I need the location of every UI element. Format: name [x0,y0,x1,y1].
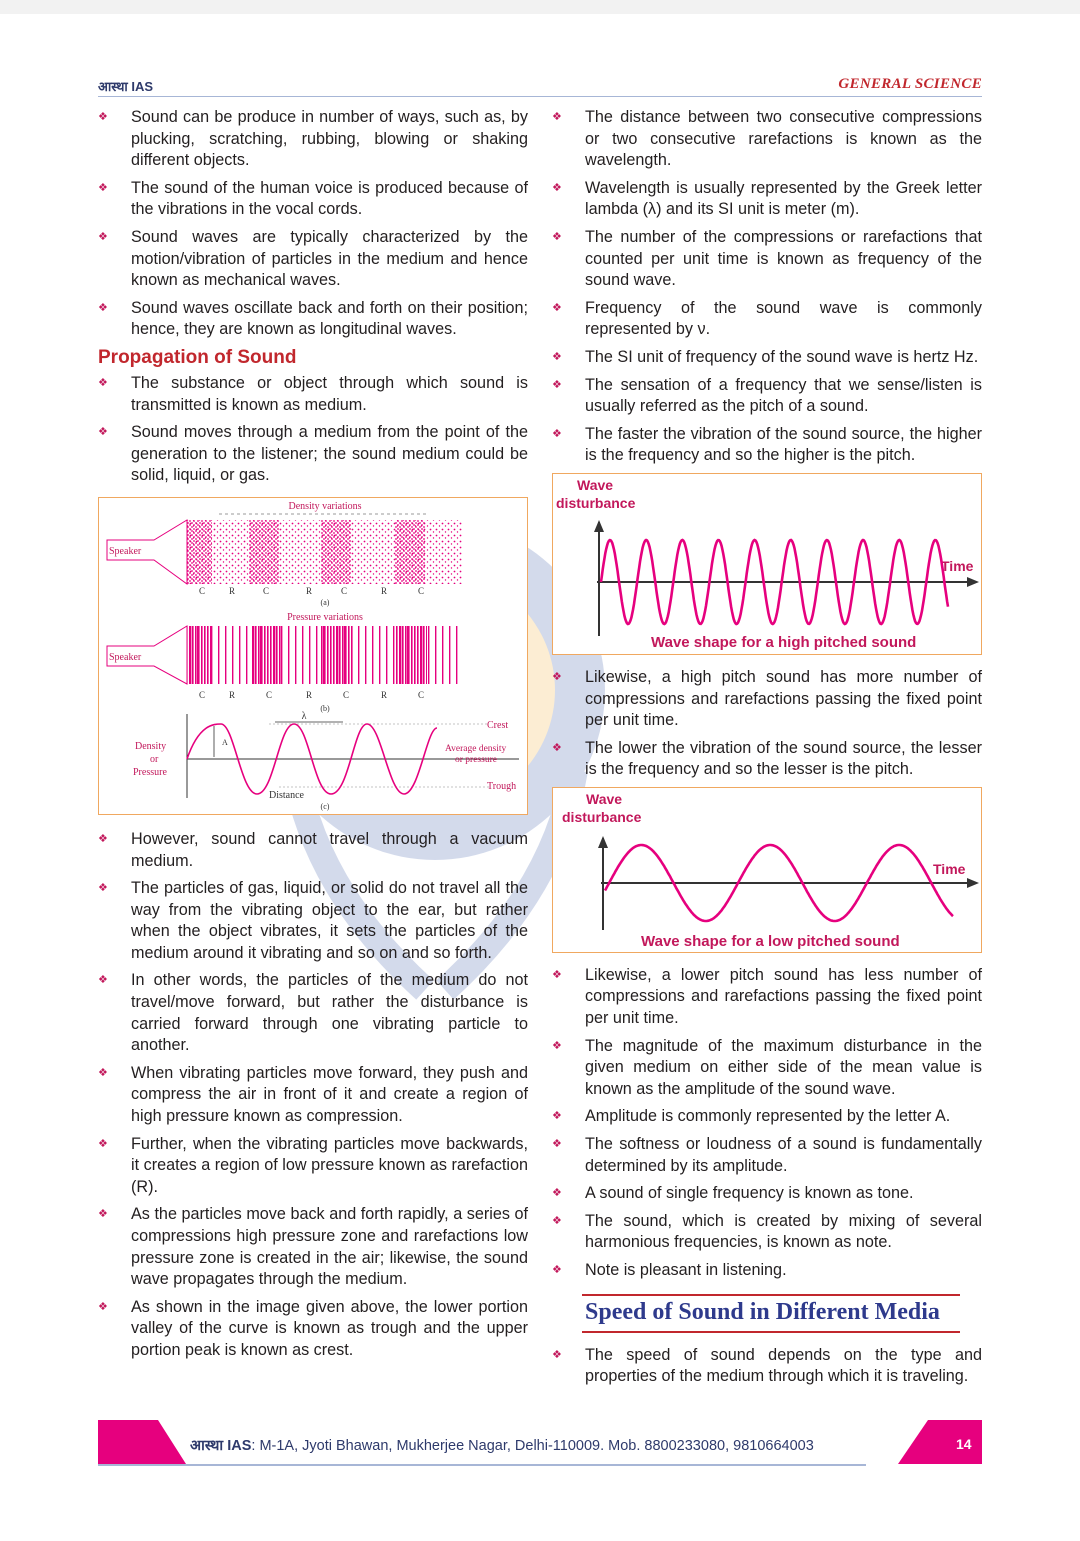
cr-label: C [342,689,350,700]
cr-label: R [228,585,236,596]
low-pitch-figure [552,787,982,953]
footer-address: : M-1A, Jyoti Bhawan, Mukherjee Nagar, Delhi-110009. Mob. 8800233080, 9810664003 [251,1438,814,1454]
list-item: ❖ The number of the compressions or rarefactions that counted per unit time is known as frequency of the sound wave. [552,227,982,292]
list-item: ❖ As the particles move back and forth rapidly, a series of compressions high pressure zone and rarefactions low pressure zone is created in the air; likewise, the sound wave propagates through the medium. [98,1204,528,1290]
density-axis-label-1: Density [135,740,167,752]
high-pitch-caption: Wave shape for a high pitched sound [651,633,917,651]
pressure-variations-label: Pressure variations [287,611,363,623]
right-column [552,107,982,1394]
cr-label: R [228,689,236,700]
page-number: 14 [956,1436,972,1452]
list-item: ❖ Frequency of the sound wave is commonly represented by ν. [552,298,982,341]
list-item: ❖ Note is pleasant in listening. [552,1260,982,1282]
propagation-list [98,373,528,487]
label-b: (b) [320,703,330,713]
list-item: ❖ The speed of sound depends on the type and properties of the medium through which it is traveling. [552,1345,982,1388]
lambda-label: λ [301,710,307,722]
list-item: ❖ As shown in the image given above, the lower portion valley of the curve is known as trough and the upper portion peak is known as crest. [98,1297,528,1362]
list-item: ❖ However, sound cannot travel through a vacuum medium. [98,829,528,872]
list-item: ❖ The sound of the human voice is produced because of the vibrations in the vocal cords. [98,178,528,221]
amplitude-list [552,965,982,1282]
header-brand: आस्था IAS [98,79,154,94]
density-axis-label-2: or [150,753,159,765]
cr-label: C [262,585,270,596]
list-item: ❖ Sound moves through a medium from the point of the generation to the listener; the sound medium could be solid, liquid, or gas. [98,422,528,487]
list-item: ❖ A sound of single frequency is known as tone. [552,1183,982,1205]
header-section: GENERAL SCIENCE [838,76,982,92]
left-column [98,107,528,1368]
list-item: ❖ The substance or object through which sound is transmitted is known as medium. [98,373,528,416]
average-label-2: or pressure [455,754,497,765]
cr-label: C [340,585,348,596]
cr-label: R [380,585,388,596]
distance-label: Distance [269,789,304,801]
propagation-heading: Propagation of Sound [98,346,297,368]
list-item: ❖ The softness or loudness of a sound is fundamentally determined by its amplitude. [552,1134,982,1177]
cr-label: R [305,585,313,596]
list-item: ❖ The faster the vibration of the sound source, the higher is the frequency and so the higher is the pitch. [552,424,982,467]
cr-label: C [417,585,425,596]
y-axis-label-2: disturbance [556,494,636,511]
sound-wave-diagram [99,498,529,814]
cr-label: R [305,689,313,700]
footer-address-line [190,1435,814,1455]
high-pitch-diagram [553,474,983,654]
list-item: ❖ Wavelength is usually represented by the Greek letter lambda (λ) and its SI unit is meter (m). [552,178,982,221]
list-item: ❖ The sensation of a frequency that we sense/listen is usually referred as the pitch of a sound. [552,375,982,418]
list-item: ❖ In other words, the particles of the medium do not travel/move forward, but rather the disturbance is carried forward through one vibrating particle to another. [98,970,528,1056]
y-axis-label-1: Wave [586,790,623,807]
density-variations-label: Density variations [288,500,362,512]
y-axis-label-1: Wave [577,476,614,493]
density-axis-label-3: Pressure [133,766,167,778]
speaker-label-a: Speaker [109,545,142,557]
crest-label: Crest [487,719,509,731]
cr-label: C [265,689,273,700]
cr-label: C [198,585,206,596]
list-item: ❖ The lower the vibration of the sound source, the lesser is the frequency and so the lesser is the pitch. [552,738,982,781]
low-pitch-diagram [553,788,983,952]
label-a: (a) [320,597,330,607]
intro-list [98,107,528,341]
list-item: ❖ Further, when the vibrating particles move backwards, it creates a region of low pressure known as rarefaction (R). [98,1134,528,1199]
footer-rule [98,1464,866,1466]
time-label: Time [933,860,966,877]
wavelength-list [552,107,982,467]
high-pitch-figure [552,473,982,655]
time-label: Time [941,557,974,574]
low-pitch-caption: Wave shape for a low pitched sound [641,932,900,950]
list-item: ❖ When vibrating particles move forward, they push and compress the air in front of it and create a region of high pressure known as compression. [98,1063,528,1128]
cr-label: C [417,689,425,700]
amplitude-label: A [222,737,228,747]
label-c: (c) [320,801,330,811]
pitch-list [552,667,982,781]
footer [98,1420,982,1466]
header-rule [98,96,982,97]
list-item: ❖ Likewise, a high pitch sound has more number of compressions and rarefactions passing the fixed point per unit time. [552,667,982,732]
list-item: ❖ The sound, which is created by mixing of several harmonious frequencies, is known as note. [552,1211,982,1254]
list-item: ❖ Sound waves are typically characterized by the motion/vibration of particles in the medium and hence known as mechanical waves. [98,227,528,292]
y-axis-label-2: disturbance [562,808,642,825]
cr-label: C [198,689,206,700]
list-item: ❖ The particles of gas, liquid, or solid do not travel all the way from the vibrating object to the ear, but rather when the object vibrates, it sets the particles of the medium around it vibrating and so on and so forth. [98,878,528,964]
list-item: ❖ Sound waves oscillate back and forth on their position; hence, they are known as longitudinal waves. [98,298,528,341]
speed-list [552,1345,982,1388]
list-item: ❖ The distance between two consecutive compressions or two consecutive rarefactions is known as the wavelength. [552,107,982,172]
list-item: ❖ Sound can be produce in number of ways, such as, by plucking, scratching, rubbing, blowing or shaking different objects. [98,107,528,172]
list-item: ❖ The magnitude of the maximum disturbance in the given medium on either side of the mean value is known as the amplitude of the sound wave. [552,1036,982,1101]
trough-label: Trough [487,780,517,792]
average-label-1: Average density [445,743,507,754]
top-band [0,0,1080,14]
after-figure-list [98,829,528,1362]
list-item: ❖ The SI unit of frequency of the sound wave is hertz Hz. [552,347,982,369]
footer-brand: आस्था IAS [190,1438,252,1454]
speed-heading: Speed of Sound in Different Media [582,1294,960,1333]
list-item: ❖ Amplitude is commonly represented by the letter A. [552,1106,982,1128]
list-item: ❖ Likewise, a lower pitch sound has less number of compressions and rarefactions passing the fixed point per unit time. [552,965,982,1030]
cr-label: R [380,689,388,700]
speaker-label-b: Speaker [109,651,142,663]
sound-wave-figure [98,497,528,815]
